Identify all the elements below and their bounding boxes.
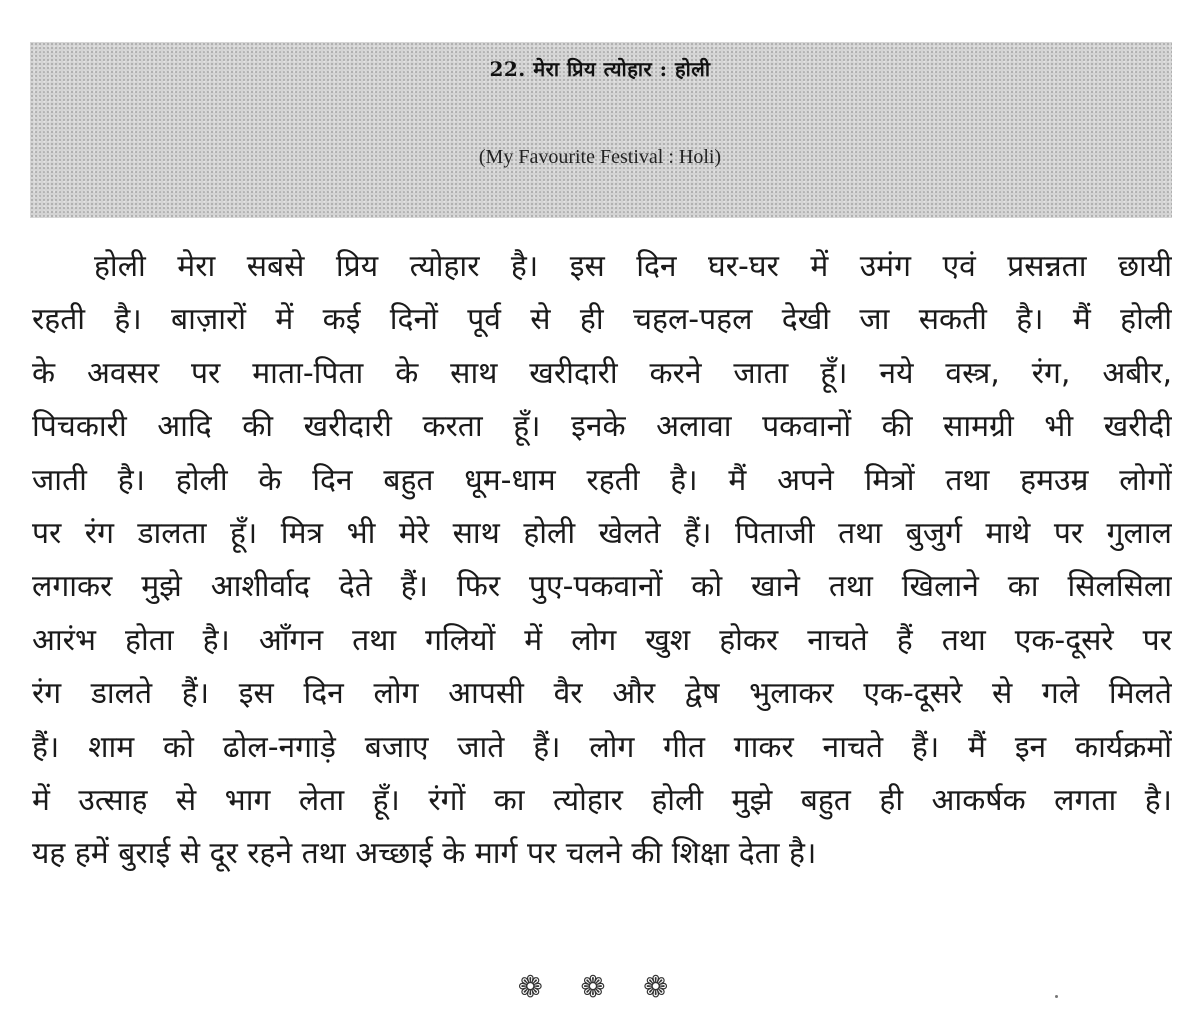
essay-line: रहती है। बाज़ारों में कई दिनों पूर्व से ही चहल-पहल देखी जा सकती है। मैं होली [32,302,1172,338]
page-title-english: (My Favourite Festival : Holi) [478,146,722,168]
scan-speck [1055,995,1058,998]
flower-ornament-icon: ❁ [580,970,620,1005]
essay-paragraph [32,240,1172,881]
essay-line: जाती है। होली के दिन बहुत धूम-धाम रहती है। मैं अपने मित्रों तथा हमउम्र लोगों [32,462,1172,498]
essay-line: पर रंग डालता हूँ। मित्र भी मेरे साथ होली खेलते हैं। पिताजी तथा बुजुर्ग माथे पर गुलाल [32,515,1172,551]
essay-line: हैं। शाम को ढोल-नगाड़े बजाए जाते हैं। लोग गीत गाकर नाचते हैं। मैं इन कार्यक्रमों [32,729,1172,765]
essay-line: आरंभ होता है। आँगन तथा गलियों में लोग खुश होकर नाचते हैं तथा एक-दूसरे पर [32,622,1172,658]
footer-ornaments [0,970,1200,1005]
essay-line: लगाकर मुझे आशीर्वाद देते हैं। फिर पुए-पकवानों को खाने तथा खिलाने का सिलसिला [32,569,1172,605]
essay-line: होली मेरा सबसे प्रिय त्योहार है। इस दिन घर-घर में उमंग एवं प्रसन्नता छायी [94,249,1172,284]
page-title-hindi: 22. मेरा प्रिय त्योहार : होली [489,57,711,81]
flower-ornament-icon: ❁ [517,970,557,1005]
flower-ornament-icon: ❁ [643,970,683,1005]
essay-line: में उत्साह से भाग लेता हूँ। रंगों का त्योहार होली मुझे बहुत ही आकर्षक लगता है। [32,782,1172,818]
essay-line: के अवसर पर माता-पिता के साथ खरीदारी करने जाता हूँ। नये वस्त्र, रंग, अबीर, [32,355,1172,391]
essay-line: रंग डालते हैं। इस दिन लोग आपसी वैर और द्वेष भुलाकर एक-दूसरे से गले मिलते [32,676,1172,712]
essay-line: यह हमें बुराई से दूर रहने तथा अच्छाई के मार्ग पर चलने की शिक्षा देता है। [32,836,817,872]
essay-line: पिचकारी आदि की खरीदारी करता हूँ। इनके अलावा पकवानों की सामग्री भी खरीदी [32,409,1172,445]
